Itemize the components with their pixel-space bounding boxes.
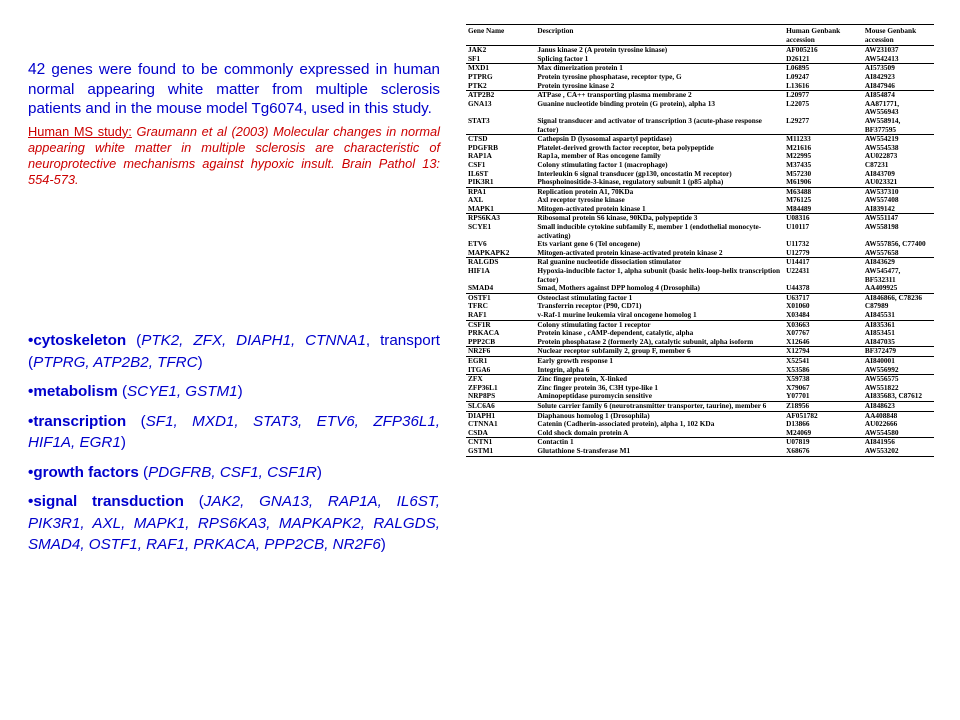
- gene-name-cell: RALGDS: [466, 258, 535, 267]
- description-cell: Splicing factor 1: [537, 53, 589, 63]
- human-accession-cell: X68676: [784, 447, 863, 456]
- mouse-accession-cell: AA409925: [864, 283, 898, 293]
- human-accession-cell: M11233: [784, 135, 863, 144]
- human-accession-cell: M61906: [786, 177, 812, 187]
- table-row: [466, 420, 934, 429]
- human-accession-cell: U08316: [784, 214, 863, 223]
- mouse-accession-cell: AI835683, C87612: [864, 391, 923, 401]
- reference-paragraph: [28, 124, 440, 188]
- category-open-paren: (: [117, 383, 128, 400]
- gene-name-cell: CNTN1: [466, 438, 535, 447]
- description-cell: Mitogen-activated protein kinase-activated protein kinase 2: [537, 247, 723, 257]
- column-header-gene-name: Gene Name: [466, 25, 535, 46]
- category-item: [28, 330, 440, 373]
- category-bullet: •: [28, 383, 34, 400]
- human-accession-cell: L13616: [786, 80, 810, 90]
- description-cell: Contactin 1: [535, 438, 784, 447]
- human-accession-cell: U63717: [784, 293, 863, 302]
- human-accession-cell: M84489: [786, 203, 812, 213]
- human-accession-cell: X03484: [786, 310, 810, 319]
- gene-name-cell: PDGFRB: [468, 142, 498, 152]
- category-open-paren: (: [126, 332, 142, 349]
- gene-name-cell: SMAD4: [468, 283, 494, 293]
- human-accession-cell: X01060: [786, 301, 810, 311]
- human-accession-cell: X12646: [786, 336, 810, 346]
- mouse-accession-cell: C87231: [864, 159, 889, 169]
- category-item: [28, 491, 440, 556]
- description-cell: Max dimerization protein 1: [535, 64, 784, 73]
- table-row: [466, 82, 934, 91]
- category-bullet: •: [28, 412, 34, 430]
- category-list: [28, 330, 440, 564]
- category-term: growth factors: [33, 463, 139, 481]
- human-accession-cell: X07767: [786, 328, 810, 338]
- intro-section: [28, 60, 440, 188]
- human-accession-cell: D26121: [786, 53, 810, 63]
- description-cell: Signal transducer and activator of transcription 3 (acute-phase response factor): [537, 115, 762, 134]
- gene-name-cell: HIF1A: [468, 266, 490, 276]
- gene-name-cell: ZFX: [466, 375, 535, 384]
- table-row: [466, 144, 934, 153]
- human-accession-cell: L09247: [786, 71, 810, 81]
- gene-name-cell: SCYE1: [468, 222, 492, 232]
- table-row: [466, 338, 934, 347]
- mouse-accession-cell: AI839142: [864, 203, 895, 213]
- description-cell: Protein phosphatase 2 (formerly 2A), catalytic subunit, alpha isoform: [537, 336, 754, 346]
- mouse-accession-cell: AI847946: [864, 80, 895, 90]
- category-open-paren: (: [126, 412, 146, 430]
- description-cell: v-Raf-1 murine leukemia viral oncogene homolog 1: [537, 310, 697, 319]
- human-accession-cell: M76125: [786, 195, 812, 205]
- human-accession-cell: X79067: [786, 382, 810, 392]
- mouse-accession-cell: AW556992: [864, 364, 899, 374]
- category-bullet: •: [28, 493, 34, 510]
- human-accession-cell: M37435: [786, 159, 812, 169]
- description-cell: Nuclear receptor subfamily 2, group F, member 6: [535, 347, 784, 357]
- table-row: [466, 249, 934, 258]
- table-row: [466, 64, 934, 73]
- table-row: [466, 196, 934, 205]
- category-genes: PTK2, ZFX, DIAPH1, CTNNA1: [141, 332, 366, 349]
- human-accession-cell: Z18956: [784, 401, 863, 411]
- gene-name-cell: DIAPH1: [466, 411, 535, 420]
- mouse-accession-cell: AI847035: [864, 336, 895, 346]
- description-cell: Colony stimulating factor 1 (macrophage): [537, 159, 668, 169]
- category-close-paren: ): [380, 536, 386, 553]
- gene-name-cell: RPS6KA3: [466, 214, 535, 223]
- description-cell: Zinc finger protein 36, C3H type-like 1: [537, 382, 659, 392]
- mouse-accession-cell: AW551822: [864, 382, 899, 392]
- human-accession-cell: D13866: [786, 419, 810, 429]
- description-cell: Early growth response 1: [535, 356, 784, 365]
- mouse-accession-cell: AI573509: [863, 64, 934, 73]
- description-cell: Protein kinase , cAMP-dependent, catalytic, alpha: [537, 328, 694, 338]
- description-cell: Mitogen-activated protein kinase 1: [537, 203, 646, 213]
- category-bullet: •: [28, 463, 34, 481]
- table-row: [466, 267, 934, 284]
- mouse-accession-cell: AW537310: [863, 187, 934, 196]
- category-open-paren: (: [183, 493, 204, 510]
- gene-table-container: [466, 24, 934, 457]
- column-header-human-accession: Human Genbank accession: [784, 25, 863, 46]
- mouse-accession-cell: AI843709: [864, 168, 895, 178]
- table-row: [466, 100, 934, 117]
- description-cell: Small inducible cytokine subfamily E, member 1 (endothelial monocyte-activating): [537, 222, 762, 240]
- gene-name-cell: GNA13: [468, 98, 492, 108]
- gene-name-cell: PPP2CB: [468, 336, 496, 346]
- category-genes: JAK2, GNA13, RAP1A, IL6ST, PIK3R1, AXL, MAPK1, RPS6KA3, MAPKAPK2, RALGDS, SMAD4, OSTF1, RAF1, PRKACA, PPP2CB, NR2F6: [28, 493, 440, 553]
- human-accession-cell: M63488: [784, 187, 863, 196]
- description-cell: Integrin, alpha 6: [537, 364, 590, 374]
- human-accession-cell: M57230: [786, 168, 812, 178]
- intro-paragraph: [28, 60, 440, 119]
- human-accession-cell: U14417: [784, 258, 863, 267]
- reference-text: Graumann et al (2003) Molecular changes in normal appearing white matter in multiple sclerosis are characteristic of neuroprotective mechanisms against hypoxic insult. Brain Pathol 13: 554-573.: [28, 123, 440, 187]
- category-open-paren: (: [138, 463, 149, 481]
- table-row: [466, 447, 934, 456]
- mouse-accession-cell: AU023321: [864, 177, 898, 187]
- column-header-mouse-accession: Mouse Genbank accession: [863, 25, 934, 46]
- description-cell: ATPase , CA++ transporting plasma membrane 2: [535, 91, 784, 100]
- category-bullet: •: [28, 332, 34, 349]
- gene-name-cell: CTSD: [466, 135, 535, 144]
- description-cell: Aminopeptidase puromycin sensitive: [537, 391, 652, 401]
- gene-name-cell: IL6ST: [468, 168, 489, 178]
- description-cell: Cold shock domain protein A: [537, 427, 629, 437]
- mouse-accession-cell: AW557856, C77400: [864, 239, 926, 249]
- mouse-accession-cell: AW542413: [864, 53, 899, 63]
- human-accession-cell: U07819: [784, 438, 863, 447]
- category-genes: SF1, MXD1, STAT3, ETV6, ZFP36L1, HIF1A, EGR1: [28, 412, 441, 451]
- human-accession-cell: AF005216: [786, 45, 818, 55]
- category-genes: SCYE1, GSTM1: [127, 383, 238, 400]
- gene-name-cell: CSF1R: [466, 320, 535, 329]
- gene-name-cell: TFRC: [468, 301, 488, 311]
- table-row: [466, 356, 934, 365]
- gene-name-cell: JAK2: [468, 45, 487, 55]
- category-term: transcription: [33, 412, 127, 430]
- category-term: signal transduction: [33, 493, 184, 510]
- description-cell: Axl receptor tyrosine kinase: [537, 195, 625, 205]
- human-accession-cell: U22431: [786, 266, 810, 276]
- table-row: [466, 302, 934, 311]
- gene-name-cell: GSTM1: [466, 447, 535, 456]
- mouse-accession-cell: BF372479: [863, 347, 934, 357]
- category-extra-genes: PTPRG, ATP2B2, TFRC: [33, 353, 198, 371]
- table-row: [466, 311, 934, 320]
- human-accession-cell: Y07701: [786, 391, 810, 401]
- category-item: [28, 411, 440, 454]
- mouse-accession-cell: AI848623: [863, 401, 934, 411]
- description-cell: Replication protein A1, 70KDa: [535, 187, 784, 196]
- description-cell: Catenin (Cadherin-associated protein), alpha 1, 102 KDa: [537, 419, 715, 429]
- description-cell: Glutathione S-transferase M1: [535, 447, 784, 456]
- description-cell: Colony stimulating factor 1 receptor: [535, 320, 784, 329]
- human-accession-cell: U44378: [786, 283, 810, 293]
- description-cell: Osteoclast stimulating factor 1: [535, 293, 784, 302]
- category-item: [28, 462, 440, 484]
- category-genes: PDGFRB, CSF1, CSF1R: [148, 463, 317, 481]
- mouse-accession-cell: AW557658: [864, 247, 899, 257]
- gene-table: [466, 24, 934, 457]
- description-cell: Solute carrier family 6 (neurotransmitter transporter, taurine), member 6: [535, 401, 784, 411]
- reference-heading: Human MS study:: [28, 123, 132, 139]
- mouse-accession-cell: AW554538: [864, 142, 899, 152]
- mouse-accession-cell: AI841956: [863, 438, 934, 447]
- category-extra-text: , transport (: [28, 332, 441, 371]
- category-term: metabolism: [33, 383, 118, 400]
- mouse-accession-cell: AA871771, AW556943: [864, 98, 900, 117]
- description-cell: Hypoxia-inducible factor 1, alpha subunit (basic helix-loop-helix transcription factor): [537, 266, 781, 284]
- description-cell: Transferrin receptor (P90, CD71): [537, 301, 642, 311]
- table-row: [466, 73, 934, 82]
- mouse-accession-cell: AI853451: [864, 328, 895, 338]
- table-row: [466, 46, 934, 55]
- gene-name-cell: RPA1: [466, 187, 535, 196]
- mouse-accession-cell: AU022873: [864, 151, 898, 161]
- human-accession-cell: X53586: [786, 364, 810, 374]
- gene-name-cell: SLC6A6: [466, 401, 535, 411]
- category-close-paren: ): [120, 434, 126, 451]
- gene-name-cell: ZFP36L1: [468, 382, 498, 392]
- table-row: [466, 293, 934, 302]
- table-row: [466, 117, 934, 135]
- human-accession-cell: M24069: [786, 427, 812, 437]
- mouse-accession-cell: C87989: [864, 301, 889, 311]
- description-cell: Smad, Mothers against DPP homolog 4 (Drosophila): [537, 283, 700, 293]
- description-cell: Cathepsin D (lysosomal aspartyl peptidase): [535, 135, 784, 144]
- category-term: cytoskeleton: [33, 332, 127, 349]
- human-accession-cell: X03663: [784, 320, 863, 329]
- gene-name-cell: CSDA: [468, 427, 488, 437]
- mouse-accession-cell: AW558914, BF377595: [864, 115, 901, 134]
- human-accession-cell: M22995: [786, 151, 812, 161]
- table-row: [466, 375, 934, 384]
- mouse-accession-cell: AI846866, C78236: [863, 293, 934, 302]
- category-close-paren: ): [197, 353, 203, 371]
- gene-name-cell: MXD1: [466, 64, 535, 73]
- mouse-accession-cell: AI843629: [863, 258, 934, 267]
- mouse-accession-cell: AI854874: [863, 91, 934, 100]
- mouse-accession-cell: AW554219: [863, 135, 934, 144]
- description-cell: Phosphoinositide-3-kinase, regulatory subunit 1 (p85 alpha): [537, 177, 724, 187]
- mouse-accession-cell: AW554580: [864, 427, 899, 437]
- table-row: [466, 178, 934, 187]
- gene-name-cell: PTPRG: [468, 71, 493, 81]
- table-row: [466, 152, 934, 161]
- human-accession-cell: L22075: [786, 98, 810, 108]
- description-cell: Ribosomal protein S6 kinase, 90KDa, polypeptide 3: [535, 214, 784, 223]
- gene-name-cell: CTNNA1: [468, 419, 498, 429]
- description-cell: Protein tyrosine phosphatase, receptor type, G: [537, 71, 682, 81]
- column-header-description: Description: [535, 25, 784, 46]
- table-row: [466, 384, 934, 393]
- table-row: [466, 401, 934, 411]
- table-row: [466, 366, 934, 375]
- human-accession-cell: L06895: [784, 64, 863, 73]
- description-cell: Ets variant gene 6 (Tel oncogene): [537, 239, 641, 249]
- description-cell: Janus kinase 2 (A protein tyrosine kinase): [537, 45, 668, 55]
- gene-name-cell: ATP2B2: [466, 91, 535, 100]
- gene-name-cell: NR2F6: [466, 347, 535, 357]
- human-accession-cell: U11732: [786, 239, 810, 249]
- human-accession-cell: L29277: [786, 115, 810, 125]
- gene-name-cell: ETV6: [468, 239, 487, 249]
- table-row: [466, 320, 934, 329]
- mouse-accession-cell: AW557408: [864, 195, 899, 205]
- mouse-accession-cell: AI842923: [864, 71, 895, 81]
- mouse-accession-cell: AW551147: [863, 214, 934, 223]
- description-cell: Rap1a, member of Ras oncogene family: [537, 151, 661, 161]
- mouse-accession-cell: AI840001: [863, 356, 934, 365]
- human-accession-cell: AF051782: [784, 411, 863, 420]
- human-accession-cell: X12794: [784, 347, 863, 357]
- description-cell: Protein tyrosine kinase 2: [537, 80, 615, 90]
- intro-text: genes were found to be commonly expressed in human normal appearing white matter from multiple sclerosis patients and in the mouse model Tg6074, used in this study.: [28, 61, 440, 117]
- mouse-accession-cell: AW545477, BF532311: [864, 266, 901, 284]
- mouse-accession-cell: AW558198: [864, 222, 899, 232]
- table-row: [466, 347, 934, 357]
- table-row: [466, 205, 934, 214]
- gene-name-cell: AXL: [468, 195, 484, 205]
- human-accession-cell: X59738: [784, 375, 863, 384]
- gene-name-cell: OSTF1: [466, 293, 535, 302]
- gene-name-cell: ITGA6: [468, 364, 491, 374]
- description-cell: Platelet-derived growth factor receptor, beta polypeptide: [537, 142, 714, 152]
- gene-name-cell: EGR1: [466, 356, 535, 365]
- description-cell: Zinc finger protein, X-linked: [535, 375, 784, 384]
- human-accession-cell: U10117: [786, 222, 810, 232]
- table-header-row: [466, 25, 934, 46]
- human-accession-cell: M21616: [786, 142, 812, 152]
- gene-name-cell: PIK3R1: [468, 177, 494, 187]
- table-row: [466, 429, 934, 438]
- description-cell: Ral guanine nucleotide dissociation stimulator: [535, 258, 784, 267]
- mouse-accession-cell: AA408848: [863, 411, 934, 420]
- gene-name-cell: PTK2: [468, 80, 487, 90]
- gene-count: 42: [28, 61, 46, 78]
- table-row: [466, 187, 934, 196]
- gene-name-cell: MAPKAPK2: [468, 247, 510, 257]
- human-accession-cell: L20977: [784, 91, 863, 100]
- human-accession-cell: X52541: [784, 356, 863, 365]
- gene-name-cell: CSF1: [468, 159, 486, 169]
- mouse-accession-cell: AI845531: [864, 310, 895, 319]
- category-close-paren: ): [316, 463, 322, 481]
- category-close-paren: ): [237, 383, 243, 400]
- gene-name-cell: RAF1: [468, 310, 487, 319]
- mouse-accession-cell: AW556575: [863, 375, 934, 384]
- gene-name-cell: RAP1A: [468, 151, 492, 161]
- table-row: [466, 438, 934, 447]
- mouse-accession-cell: AW231037: [864, 45, 899, 55]
- gene-name-cell: PRKACA: [468, 328, 500, 338]
- gene-name-cell: NRP8PS: [468, 391, 496, 401]
- gene-name-cell: STAT3: [468, 115, 490, 125]
- gene-name-cell: MAPK1: [468, 203, 494, 213]
- mouse-accession-cell: AW553202: [863, 447, 934, 456]
- description-cell: Interleukin 6 signal transducer (gp130, oncostatin M receptor): [537, 168, 732, 178]
- description-cell: Diaphanous homolog 1 (Drosophila): [535, 411, 784, 420]
- table-row: [466, 223, 934, 240]
- human-accession-cell: U12779: [786, 247, 810, 257]
- table-row: [466, 284, 934, 293]
- table-body: [466, 46, 934, 456]
- gene-name-cell: SF1: [468, 53, 481, 63]
- category-item: [28, 381, 440, 403]
- description-cell: Guanine nucleotide binding protein (G protein), alpha 13: [537, 98, 716, 108]
- table-row: [466, 55, 934, 64]
- mouse-accession-cell: AI835361: [863, 320, 934, 329]
- mouse-accession-cell: AU022666: [864, 419, 898, 429]
